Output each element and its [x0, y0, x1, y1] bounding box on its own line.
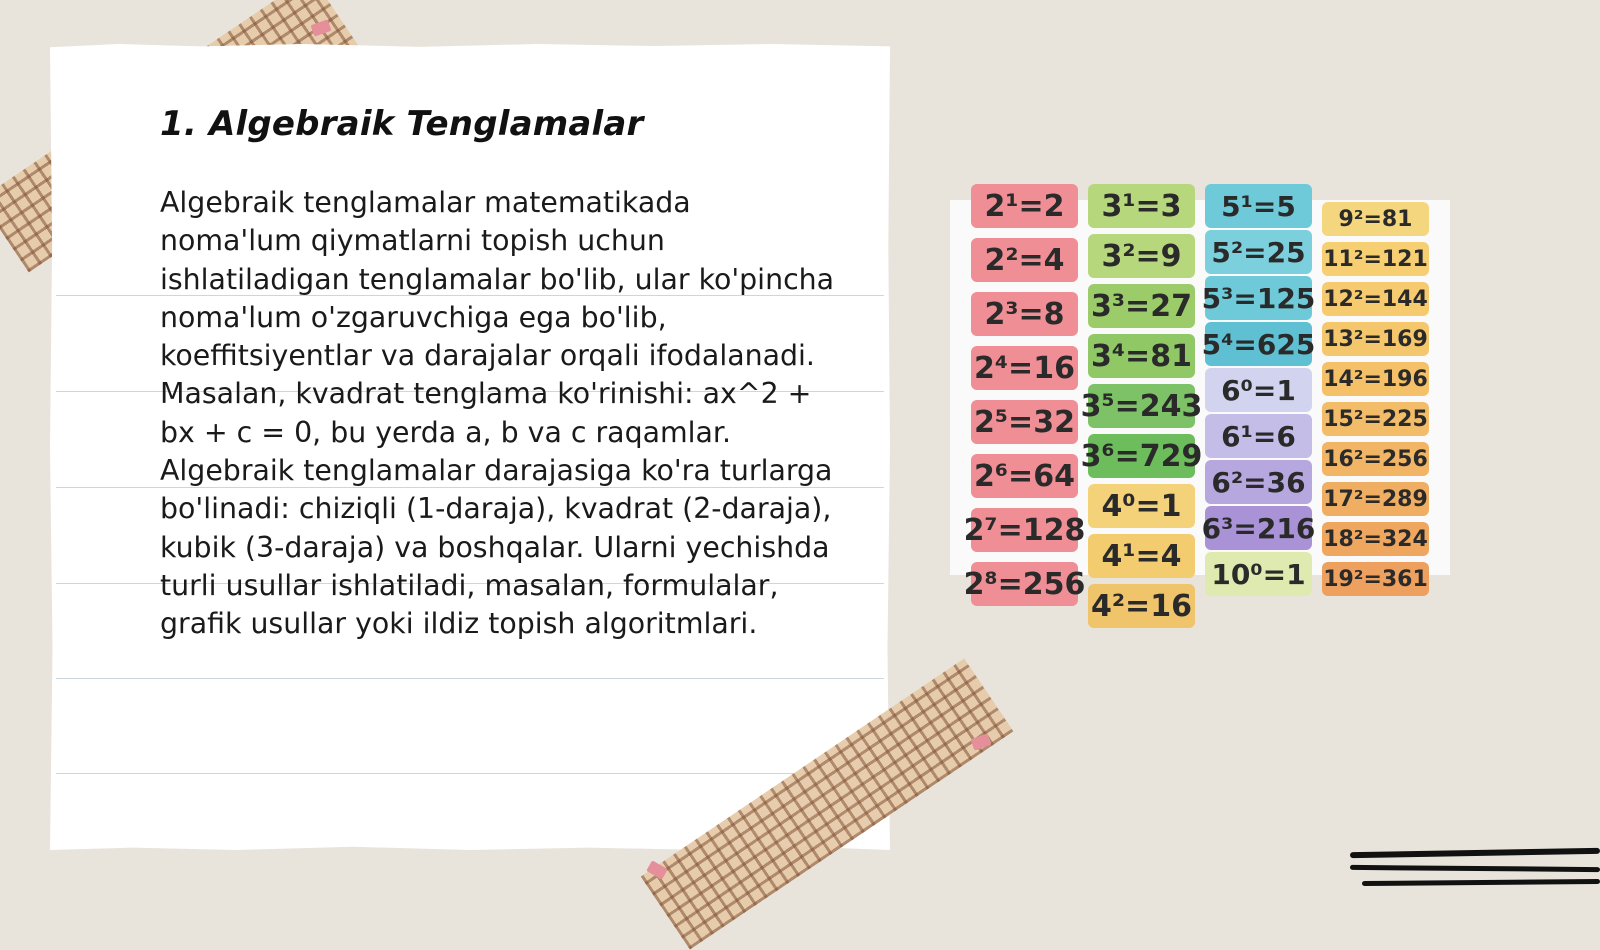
power-tile: 5¹=5	[1205, 184, 1312, 228]
power-tile: 14²=196	[1322, 362, 1429, 396]
ruled-line	[56, 773, 884, 774]
power-tile: 4⁰=1	[1088, 484, 1195, 528]
power-tile: 6²=36	[1205, 460, 1312, 504]
power-tile: 3⁶=729	[1088, 434, 1195, 478]
power-tile: 17²=289	[1322, 482, 1429, 516]
power-tile: 2¹=2	[971, 184, 1078, 228]
powers-table-image	[950, 188, 1450, 624]
slide-heading: 1. Algebraik Tenglamalar	[160, 104, 644, 144]
power-tile: 6¹=6	[1205, 414, 1312, 458]
power-tile: 3⁵=243	[1088, 384, 1195, 428]
power-tile: 16²=256	[1322, 442, 1429, 476]
ruled-line	[56, 678, 884, 679]
power-tile: 3³=27	[1088, 284, 1195, 328]
power-tile: 13²=169	[1322, 322, 1429, 356]
power-tile: 3⁴=81	[1088, 334, 1195, 378]
power-tile: 3¹=3	[1088, 184, 1195, 228]
decorative-stroke	[1350, 865, 1600, 872]
decorative-stroke	[1362, 879, 1600, 886]
power-tile: 2²=4	[971, 238, 1078, 282]
power-tile: 10⁰=1	[1205, 552, 1312, 596]
power-tile: 5⁴=625	[1205, 322, 1312, 366]
decorative-stroke	[1350, 848, 1600, 858]
slide-body-text: Algebraik tenglamalar matematikada noma'lum qiymatlarni topish uchun ishlatiladigan tenglamalar bo'lib, ular ko'pincha noma'lum o'zgaruvchiga ega bo'lib, koeffitsiyentlar va darajalar orqali ifodalanadi. Masalan, kvadrat tenglama ko'rinishi: ax^2 + bx + c = 0, bu yerda a, b va c raqamlar. Algebraik tenglamalar darajasiga ko'ra turlarga bo'linadi: chiziqli (1-daraja), kvadrat (2-daraja), kubik (3-daraja) va boshqalar. Ularni yechishda turli usullar ishlatiladi, masalan, formulalar, grafik usullar yoki ildiz topish algoritmlari.	[160, 186, 835, 641]
power-tile: 11²=121	[1322, 242, 1429, 276]
power-tile: 9²=81	[1322, 202, 1429, 236]
power-tile: 2⁴=16	[971, 346, 1078, 390]
power-tile: 2⁶=64	[971, 454, 1078, 498]
power-tile: 15²=225	[1322, 402, 1429, 436]
power-tile: 5²=25	[1205, 230, 1312, 274]
power-tile: 6³=216	[1205, 506, 1312, 550]
power-tile: 2³=8	[971, 292, 1078, 336]
power-tile: 2⁷=128	[971, 508, 1078, 552]
power-tile: 4¹=4	[1088, 534, 1195, 578]
power-tile: 18²=324	[1322, 522, 1429, 556]
power-tile: 4²=16	[1088, 584, 1195, 628]
power-tile: 3²=9	[1088, 234, 1195, 278]
power-tile: 12²=144	[1322, 282, 1429, 316]
power-tile: 2⁵=32	[971, 400, 1078, 444]
power-tile: 5³=125	[1205, 276, 1312, 320]
power-tile: 2⁸=256	[971, 562, 1078, 606]
power-tile: 19²=361	[1322, 562, 1429, 596]
power-tile: 6⁰=1	[1205, 368, 1312, 412]
